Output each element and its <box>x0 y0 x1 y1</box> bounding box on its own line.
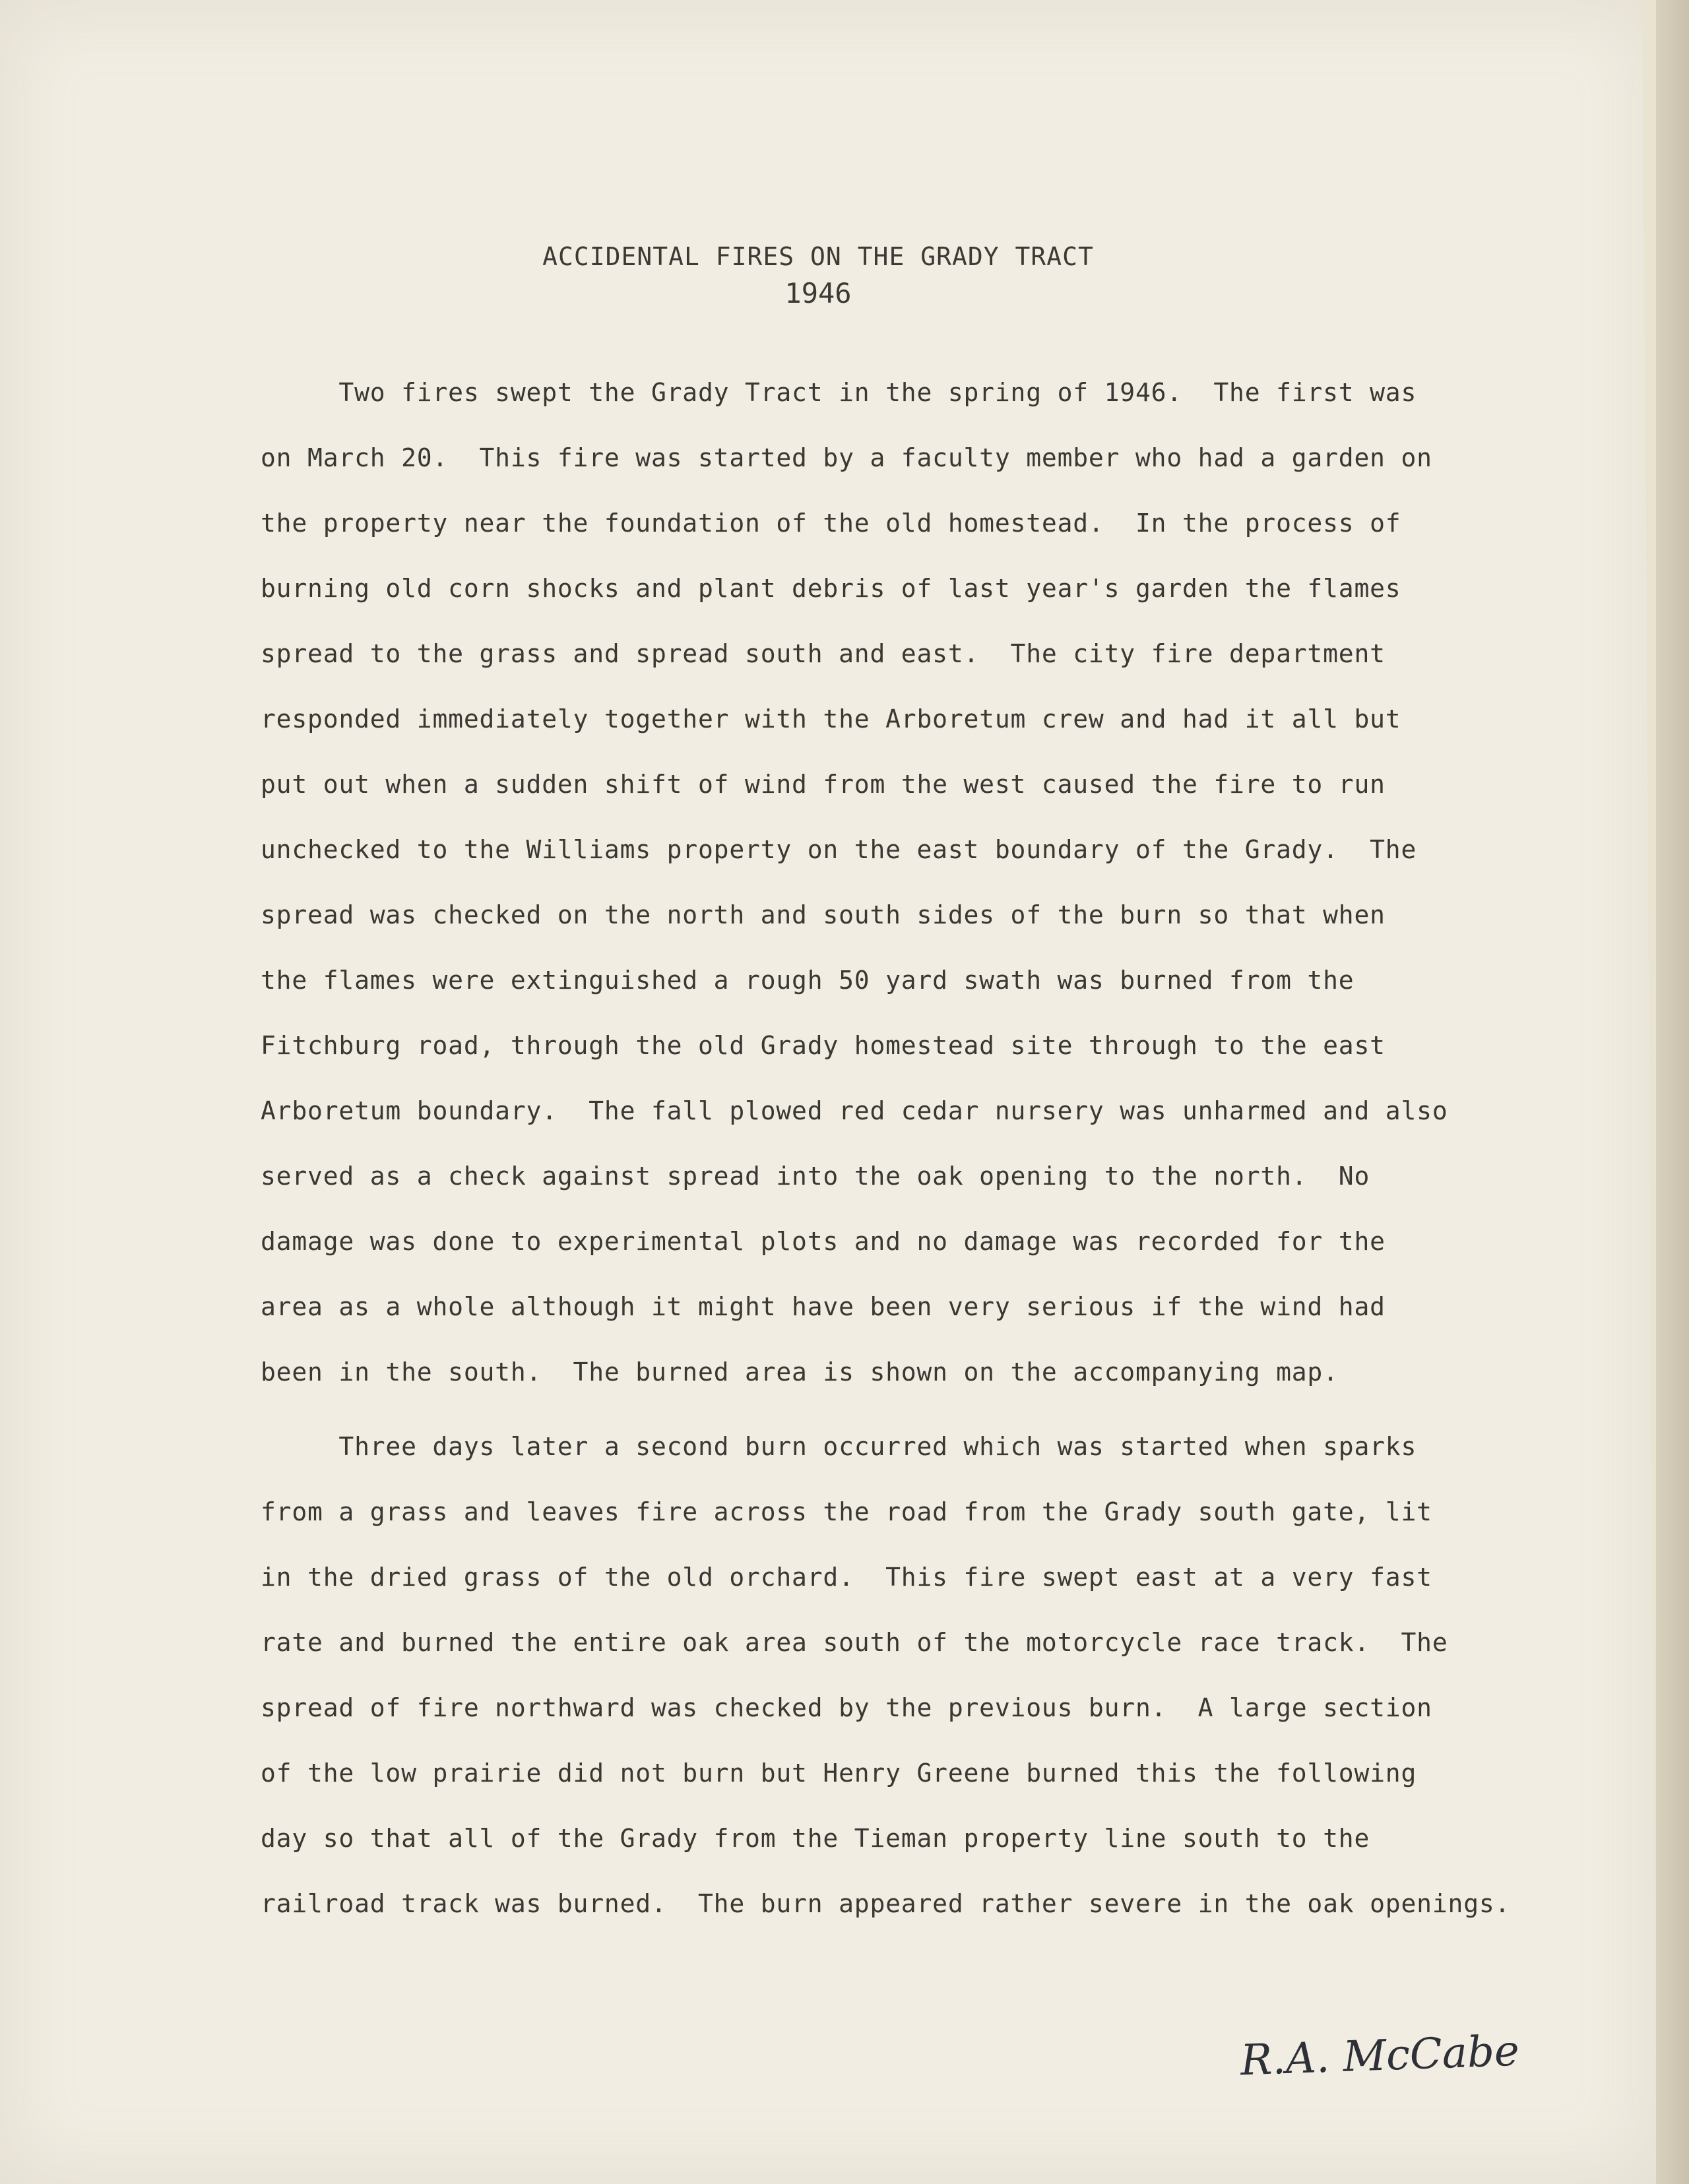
text-line: Arboretum boundary. The fall plowed red cedar nursery was unharmed and also <box>261 1096 1448 1125</box>
text-line: the flames were extinguished a rough 50 yard swath was burned from the <box>261 966 1354 995</box>
document-title: ACCIDENTAL FIRES ON THE GRADY TRACT <box>542 242 1094 271</box>
document-year: 1946 <box>784 277 852 309</box>
text-line: burning old corn shocks and plant debris of last year's garden the flames <box>261 574 1401 603</box>
text-line: the property near the foundation of the old homestead. In the process of <box>261 509 1401 538</box>
text-line: served as a check against spread into the oak opening to the north. No <box>261 1162 1370 1191</box>
text-line: railroad track was burned. The burn appeared rather severe in the oak openings. <box>261 1889 1511 1918</box>
text-line: on March 20. This fire was started by a faculty member who had a garden on <box>261 443 1432 472</box>
text-line: day so that all of the Grady from the Tieman property line south to the <box>261 1824 1370 1853</box>
text-line: damage was done to experimental plots and no damage was recorded for the <box>261 1227 1386 1256</box>
text-line: from a grass and leaves fire across the road from the Grady south gate, lit <box>261 1497 1432 1526</box>
text-line: spread was checked on the north and south sides of the burn so that when <box>261 900 1386 929</box>
text-line: spread of fire northward was checked by the previous burn. A large section <box>261 1693 1432 1722</box>
text-line: in the dried grass of the old orchard. This fire swept east at a very fast <box>261 1563 1432 1592</box>
text-line: Three days later a second burn occurred which was started when sparks <box>261 1432 1417 1461</box>
text-line: been in the south. The burned area is shown on the accompanying map. <box>261 1357 1339 1387</box>
text-line: Two fires swept the Grady Tract in the spring of 1946. The first was <box>261 378 1417 407</box>
text-line: unchecked to the Williams property on the east boundary of the Grady. The <box>261 835 1417 864</box>
text-line: spread to the grass and spread south and east. The city fire department <box>261 639 1386 668</box>
text-line: put out when a sudden shift of wind from the west caused the fire to run <box>261 770 1386 799</box>
text-line: of the low prairie did not burn but Henry Greene burned this the following <box>261 1759 1417 1788</box>
text-line: area as a whole although it might have been very serious if the wind had <box>261 1292 1386 1321</box>
text-line: responded immediately together with the Arboretum crew and had it all but <box>261 704 1401 733</box>
handwritten-signature: R.A. McCabe <box>1239 2026 1520 2086</box>
text-line: rate and burned the entire oak area south of the motorcycle race track. The <box>261 1628 1448 1657</box>
text-line: Fitchburg road, through the old Grady homestead site through to the east <box>261 1031 1386 1060</box>
